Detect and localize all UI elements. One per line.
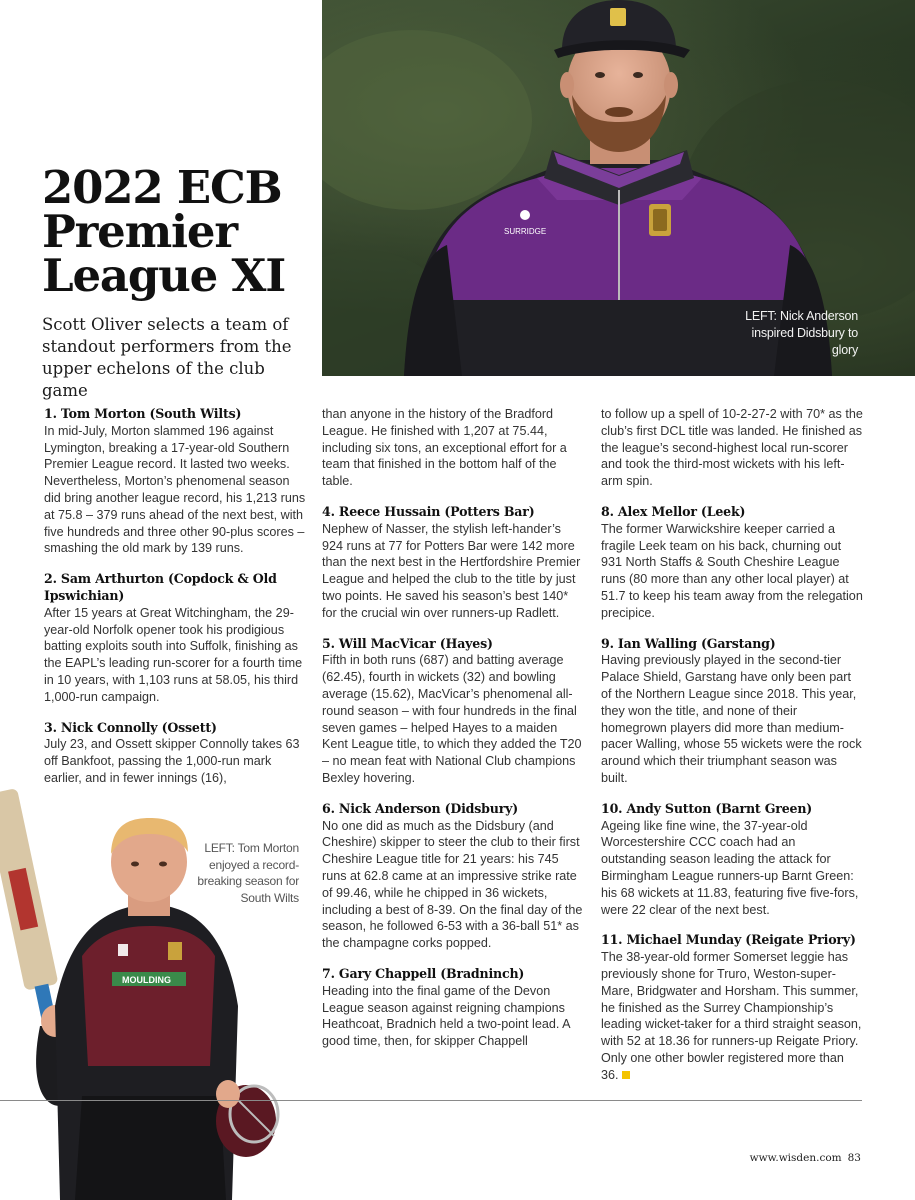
player-entry [322, 966, 584, 1050]
entry-heading: 11. Michael Munday (Reigate Priory) [601, 932, 856, 948]
text-column-1 [44, 406, 306, 801]
title-line: Premier [42, 205, 237, 258]
player-entry [322, 504, 584, 622]
entry-heading: 1. Tom Morton (South Wilts) [44, 406, 242, 421]
player-photo-caption: LEFT: Tom Morton enjoyed a record-breaking season for South Wilts [197, 841, 299, 905]
entry-body: Having previously played in the second-tier Palace Shield, Garstang have only been part of the Northern League since 2018. This year, they won the title, and none of their homegrown players did more than medium-pacer Walling, whose 55 wickets were the rock around which their triumphant season was built. [601, 653, 862, 785]
player-entry [601, 801, 863, 919]
entry-body: Fifth in both runs (687) and batting average (62.45), fourth in wickets (32) and bowling average (15.62), MacVicar’s phenomenal all-round season – with four hundreds in the final seven games – helped Hayes to a maiden Kent League title, to which they added the T20 – no mean feat with National Club champions Bexley hovering. [322, 653, 582, 785]
page-number: 83 [847, 1152, 861, 1164]
entry-heading: 10. Andy Sutton (Barnt Green) [601, 800, 813, 816]
entry-body: In mid-July, Morton slammed 196 against Lymington, breaking a 17-year-old Southern Premier League record. It lasted two weeks. Nevertheless, Morton’s phenomenal season did bring another league record, his 1,213 runs at 75.8 – 379 runs ahead of the next best, with five hundreds and three other 90-plus scores – smashing the old mark by 139 runs. [44, 423, 306, 556]
player-entry [322, 801, 584, 952]
text-column-2 [322, 406, 584, 1064]
footer-site-link[interactable]: www.wisden.com [749, 1152, 842, 1164]
entry-body: The former Warwickshire keeper carried a fragile Leek team on his back, churning out 931 North Staffs & South Cheshire League runs (80 more than any other local player) at 51.7 to keep his team away from the relegation precipice. [601, 521, 863, 620]
hero-shirt-brand: SURRIDGE [504, 227, 547, 236]
entry-heading: 4. Reece Hussain (Potters Bar) [322, 503, 535, 519]
player-entry [44, 406, 306, 557]
entry-body: July 23, and Ossett skipper Connolly takes 63 off Bankfoot, passing the 1,000-run mark earlier, and in fewer innings (16), [44, 737, 300, 785]
article-standfirst: Scott Oliver selects a team of standout performers from the upper echelons of the club game [42, 315, 292, 400]
entry-body: No one did as much as the Didsbury (and Cheshire) skipper to steer the club to their first Cheshire League title for 21 years: his 745 runs at 62.8 came at an impressive strike rate of 99.46, while he chipped in 36 wickets, including a best of 8-39. On the final day of the season, he followed 6-53 with a 36-ball 51* as the champagne corks popped. [322, 818, 583, 951]
entry-body-text: The 38-year-old former Somerset leggie has previously shone for Truro, Weston-super-Mare, Bridgwater and Horsham. This summer, he finished as the Surrey Championship’s leading wicket-taker for a third straight season, with 52 at 18.36 for runners-up Reigate Priory. Only one other bowler registered more than 36. [601, 950, 862, 1082]
entry-body: After 15 years at Great Witchingham, the 29-year-old Norfolk opener took his prodigious batting exploits south into Suffolk, finishing as the EAPL’s leading run-scorer for a fourth time in 10 years, with 1,103 runs at 58.05, his third 1,000-run campaign. [44, 605, 303, 704]
footer-rule [0, 1100, 862, 1101]
title-line: League XI [42, 249, 286, 302]
entry-body: Ageing like fine wine, the 37-year-old Worcestershire CCC coach had an outstanding season leading the attack for Birmingham League runners-up Barnt Green: his 68 wickets at 11.83, featuring five five-fors, were 22 clear of the next best. [601, 818, 859, 917]
entry-heading: 5. Will MacVicar (Hayes) [322, 635, 493, 651]
text-column-3 [601, 406, 863, 1097]
entry-heading: 2. Sam Arthurton (Copdock & Old Ipswichian) [44, 571, 277, 603]
hero-photo [322, 0, 915, 376]
hero-photo-caption: LEFT: Nick Anderson inspired Didsbury to glory [745, 309, 858, 357]
entry-body: Nephew of Nasser, the stylish left-hander’s 924 runs at 77 for Potters Bar were 142 more than the next best in the Hertfordshire Premier League and helped the club to the title by just two points. He saved his season’s best 140* for the crucial win over runners-up Radlett. [322, 521, 581, 620]
entry-body: Heading into the final game of the Devon League season against reigning champions Heathcoat, Bradnich held a two-point lead. A good time, then, for skipper Chappell [322, 983, 570, 1049]
entry-body [601, 949, 863, 1083]
entry-heading: 6. Nick Anderson (Didsbury) [322, 800, 519, 816]
entry-continuation: to follow up a spell of 10-2-27-2 with 70* as the club’s first DCL title was landed. He finished as the league’s second-highest local run-scorer and took the third-most wickets with his left-arm spin. [601, 407, 863, 489]
player-shirt-sponsor: MOULDING [122, 975, 171, 985]
entry-continuation: than anyone in the history of the Bradford League. He finished with 1,207 at 75.44, including six tons, an exceptional effort for a team that finished in the bottom half of the table. [322, 407, 567, 489]
entry-heading: 3. Nick Connolly (Ossett) [44, 719, 217, 735]
title-line: 2022 ECB [42, 161, 282, 214]
player-entry [44, 571, 306, 705]
player-entry [601, 504, 863, 622]
entry-heading: 8. Alex Mellor (Leek) [601, 503, 746, 519]
player-entry [322, 636, 584, 787]
entry-heading: 7. Gary Chappell (Bradninch) [322, 965, 525, 981]
player-entry [601, 932, 863, 1083]
entry-heading: 9. Ian Walling (Garstang) [601, 635, 776, 651]
page-title [42, 161, 312, 302]
player-entry [601, 636, 863, 787]
page-footer [750, 1152, 861, 1164]
article-end-mark-icon [622, 1071, 630, 1079]
